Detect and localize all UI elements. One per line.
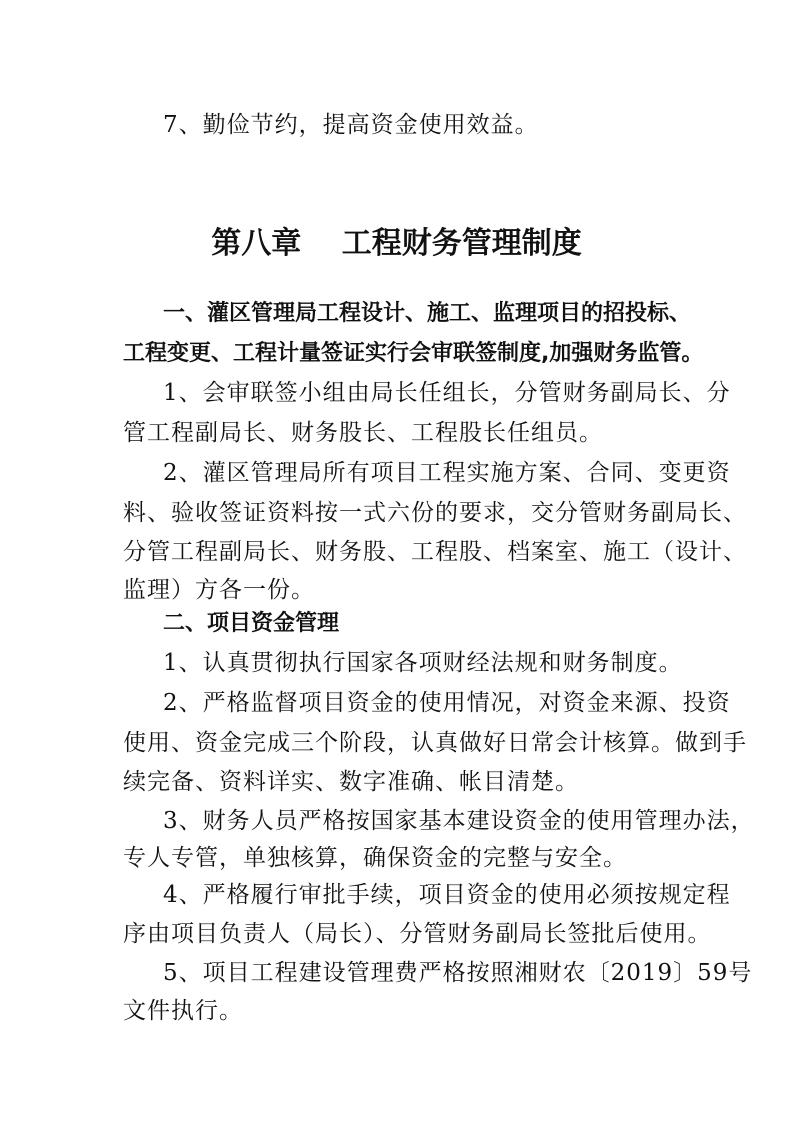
section2-item2-line: 使用、资金完成三个阶段，认真做好日常会计核算。做到手: [123, 730, 747, 756]
chapter-title: 第八章 工程财务管理制度: [211, 226, 582, 261]
section2-item2-line: 2、严格监督项目资金的使用情况，对资金来源、投资: [163, 690, 731, 716]
section1-item2-line: 分管工程副局长、财务股、工程股、档案室、施工（设计、: [123, 539, 747, 565]
section2-item5-line: 文件执行。: [123, 998, 243, 1024]
section1-heading-line: 一、灌区管理局工程设计、施工、监理项目的招投标、: [163, 301, 692, 326]
section1-item2-line: 监理）方各一份。: [123, 577, 315, 603]
section2-item5-line: 5、项目工程建设管理费严格按照湘财农〔2019〕59号: [163, 960, 753, 986]
section1-item2-line: 料、验收签证资料按一式六份的要求，交分管财务副局长、: [123, 500, 747, 526]
section1-item1-line: 1、会审联签小组由局长任组长，分管财务副局长、分: [163, 380, 731, 406]
intro-paragraph: 7、勤俭节约，提高资金使用效益。: [163, 112, 539, 138]
section2-item3-line: 3、财务人员严格按国家基本建设资金的使用管理办法，: [163, 808, 755, 834]
section1-item1-line: 管工程副局长、财务股长、工程股长任组员。: [123, 420, 603, 446]
section1-heading-line: 工程变更、工程计量签证实行会审联签制度,加强财务监管。: [123, 341, 704, 366]
section2-heading: 二、项目资金管理: [163, 611, 340, 636]
section2-item4-line: 序由项目负责人（局长）、分管财务副局长签批后使用。: [123, 921, 712, 947]
section2-item4-line: 4、严格履行审批手续，项目资金的使用必须按规定程: [163, 882, 731, 908]
section1-item2-line: 2、灌区管理局所有项目工程实施方案、合同、变更资: [163, 460, 731, 486]
section2-item2-line: 续完备、资料详实、数字准确、帐目清楚。: [123, 769, 579, 795]
section2-item1-line: 1、认真贯彻执行国家各项财经法规和财务制度。: [163, 650, 683, 676]
section2-item3-line: 专人专管，单独核算，确保资金的完整与安全。: [123, 845, 627, 871]
